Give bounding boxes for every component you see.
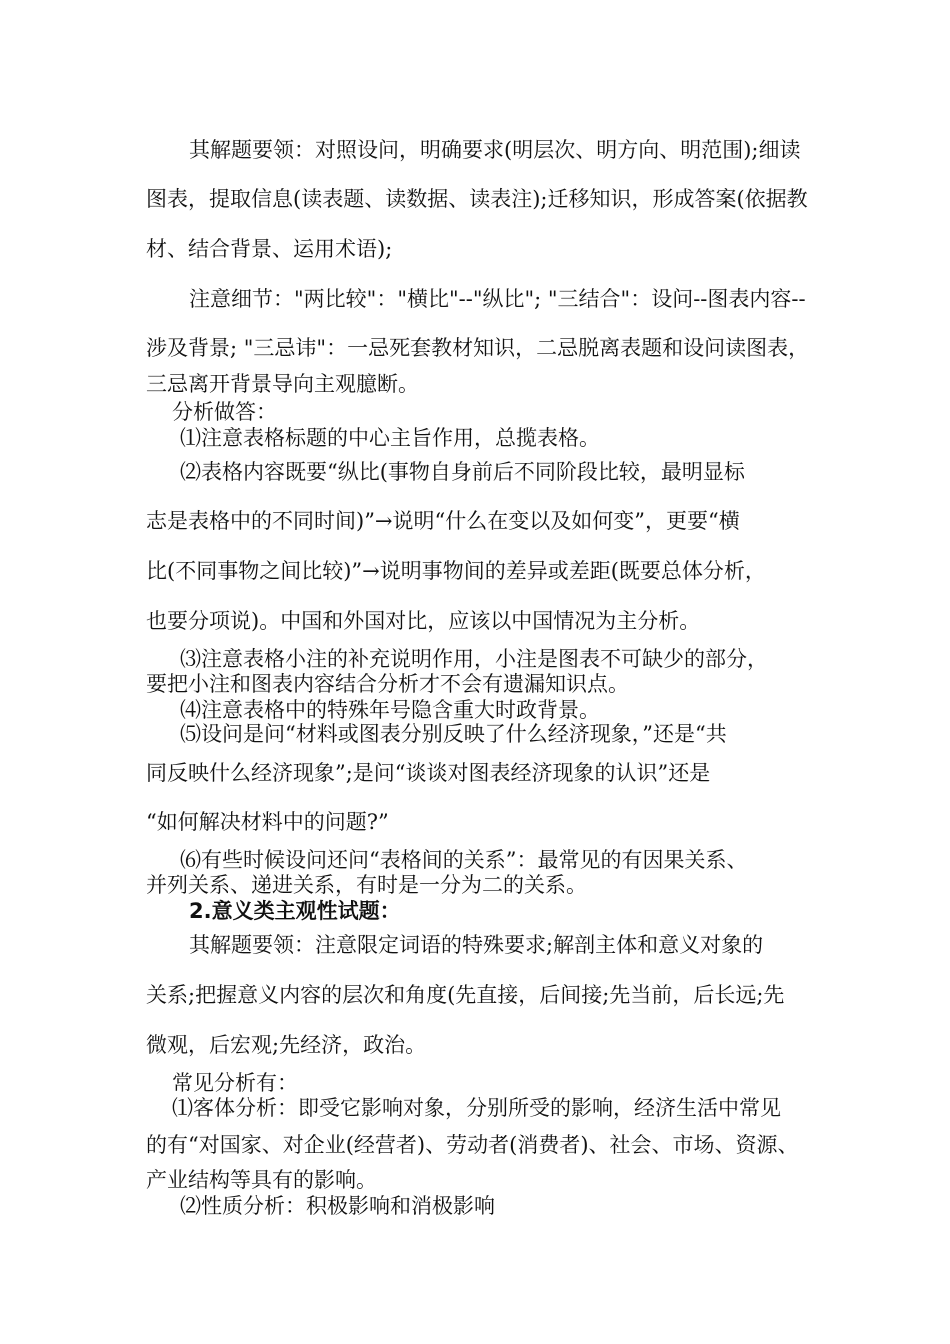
text-line: 志是表格中的不同时间)”→说明“什么在变以及如何变”，更要“横 bbox=[146, 509, 740, 533]
text-line: 三忌离开背景导向主观臆断。 bbox=[146, 372, 419, 396]
text-line: 同反映什么经济现象”;是问“谈谈对图表经济现象的认识”还是 bbox=[146, 761, 711, 785]
text-line: “如何解决材料中的问题?” bbox=[146, 810, 389, 834]
text-line: ⑸设问是问“材料或图表分别反映了什么经济现象，”还是“共 bbox=[180, 722, 727, 746]
text-line: 常见分析有： bbox=[172, 1071, 298, 1095]
text-line: 其解题要领：注意限定词语的特殊要求;解剖主体和意义对象的 bbox=[189, 933, 764, 957]
text-line: 关系;把握意义内容的层次和角度(先直接，后间接;先当前，后长远;先 bbox=[146, 983, 785, 1007]
text-line: ⑶注意表格小注的补充说明作用，小注是图表不可缺少的部分， bbox=[180, 647, 768, 671]
text-line: 图表，提取信息(读表题、读数据、读表注);迁移知识，形成答案(依据教 bbox=[146, 187, 808, 211]
text-line: 并列关系、递进关系，有时是一分为二的关系。 bbox=[146, 873, 587, 897]
text-line: ⑵表格内容既要“纵比(事物自身前后不同阶段比较，最明显标 bbox=[180, 460, 745, 484]
text-line: 材、结合背景、运用术语); bbox=[146, 237, 393, 261]
text-line: 其解题要领：对照设问，明确要求(明层次、明方向、明范围);细读 bbox=[189, 138, 801, 162]
text-line: 比(不同事物之间比较)”→说明事物间的差异或差距(既要总体分析， bbox=[146, 559, 766, 583]
text-line: ⑴客体分析：即受它影响对象，分别所受的影响，经济生活中常见 bbox=[172, 1096, 781, 1120]
text-line: 也要分项说)。中国和外国对比，应该以中国情况为主分析。 bbox=[146, 609, 701, 633]
text-line: 涉及背景; "三忌讳"：一忌死套教材知识，二忌脱离表题和设问读图表， bbox=[146, 336, 810, 360]
text-line: 微观，后宏观;先经济，政治。 bbox=[146, 1033, 427, 1057]
text-line: 分析做答： bbox=[172, 400, 277, 424]
text-line: 注意细节："两比较"："横比"--"纵比"; "三结合"：设问--图表内容-- bbox=[189, 287, 806, 311]
text-line: ⑵性质分析：积极影响和消极影响 bbox=[180, 1194, 495, 1218]
text-line: 要把小注和图表内容结合分析才不会有遗漏知识点。 bbox=[146, 672, 629, 696]
text-line: ⑷注意表格中的特殊年号隐含重大时政背景。 bbox=[180, 698, 600, 722]
text-line: 产业结构等具有的影响。 bbox=[146, 1168, 377, 1192]
text-line: 的有“对国家、对企业(经营者)、劳动者(消费者)、社会、市场、资源、 bbox=[146, 1133, 799, 1157]
text-line: ⑹有些时候设问还问“表格间的关系”：最常见的有因果关系、 bbox=[180, 848, 748, 872]
text-line: ⑴注意表格标题的中心主旨作用，总揽表格。 bbox=[180, 426, 600, 450]
section-heading: 2.意义类主观性试题： bbox=[189, 899, 401, 923]
